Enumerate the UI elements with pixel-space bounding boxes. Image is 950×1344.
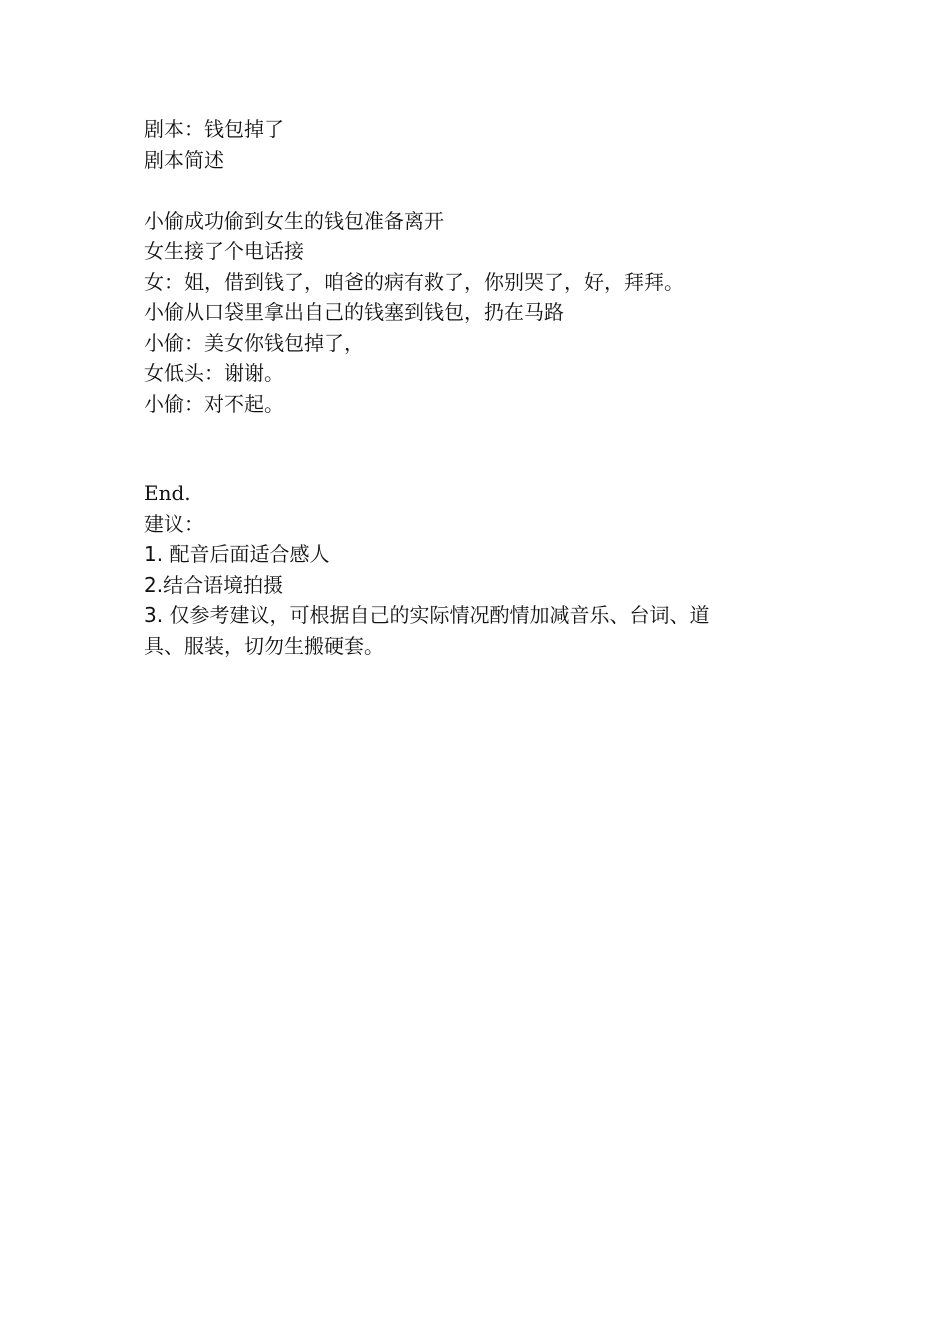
suggestion-item: 2.结合语境拍摄 [144, 572, 284, 597]
script-line: 小偷从口袋里拿出自己的钱塞到钱包，扔在马路 [144, 300, 564, 324]
summary-heading: 剧本简述 [144, 147, 224, 172]
script-title: 剧本：钱包掉了 [144, 117, 284, 141]
suggestion-item: 1. 配音后面适合感人 [144, 542, 330, 566]
spacer [144, 419, 744, 478]
script-line: 女生接了个电话接 [144, 239, 304, 263]
script-line: 女：姐，借到钱了，咱爸的病有救了，你别哭了，好，拜拜。 [144, 269, 684, 294]
document-body [144, 114, 744, 661]
script-line: 小偷：美女你钱包掉了， [144, 330, 364, 355]
end-marker: End. [144, 481, 191, 505]
suggestion-item: 3. 仅参考建议，可根据自己的实际情况酌情加减音乐、台词、道具、服装，切勿生搬硬套。 [144, 603, 710, 658]
suggestions-heading: 建议： [144, 511, 204, 536]
script-line: 女低头：谢谢。 [144, 361, 284, 385]
spacer [144, 175, 744, 206]
script-line: 小偷成功偷到女生的钱包准备离开 [144, 208, 444, 233]
script-line: 小偷：对不起。 [144, 391, 284, 416]
